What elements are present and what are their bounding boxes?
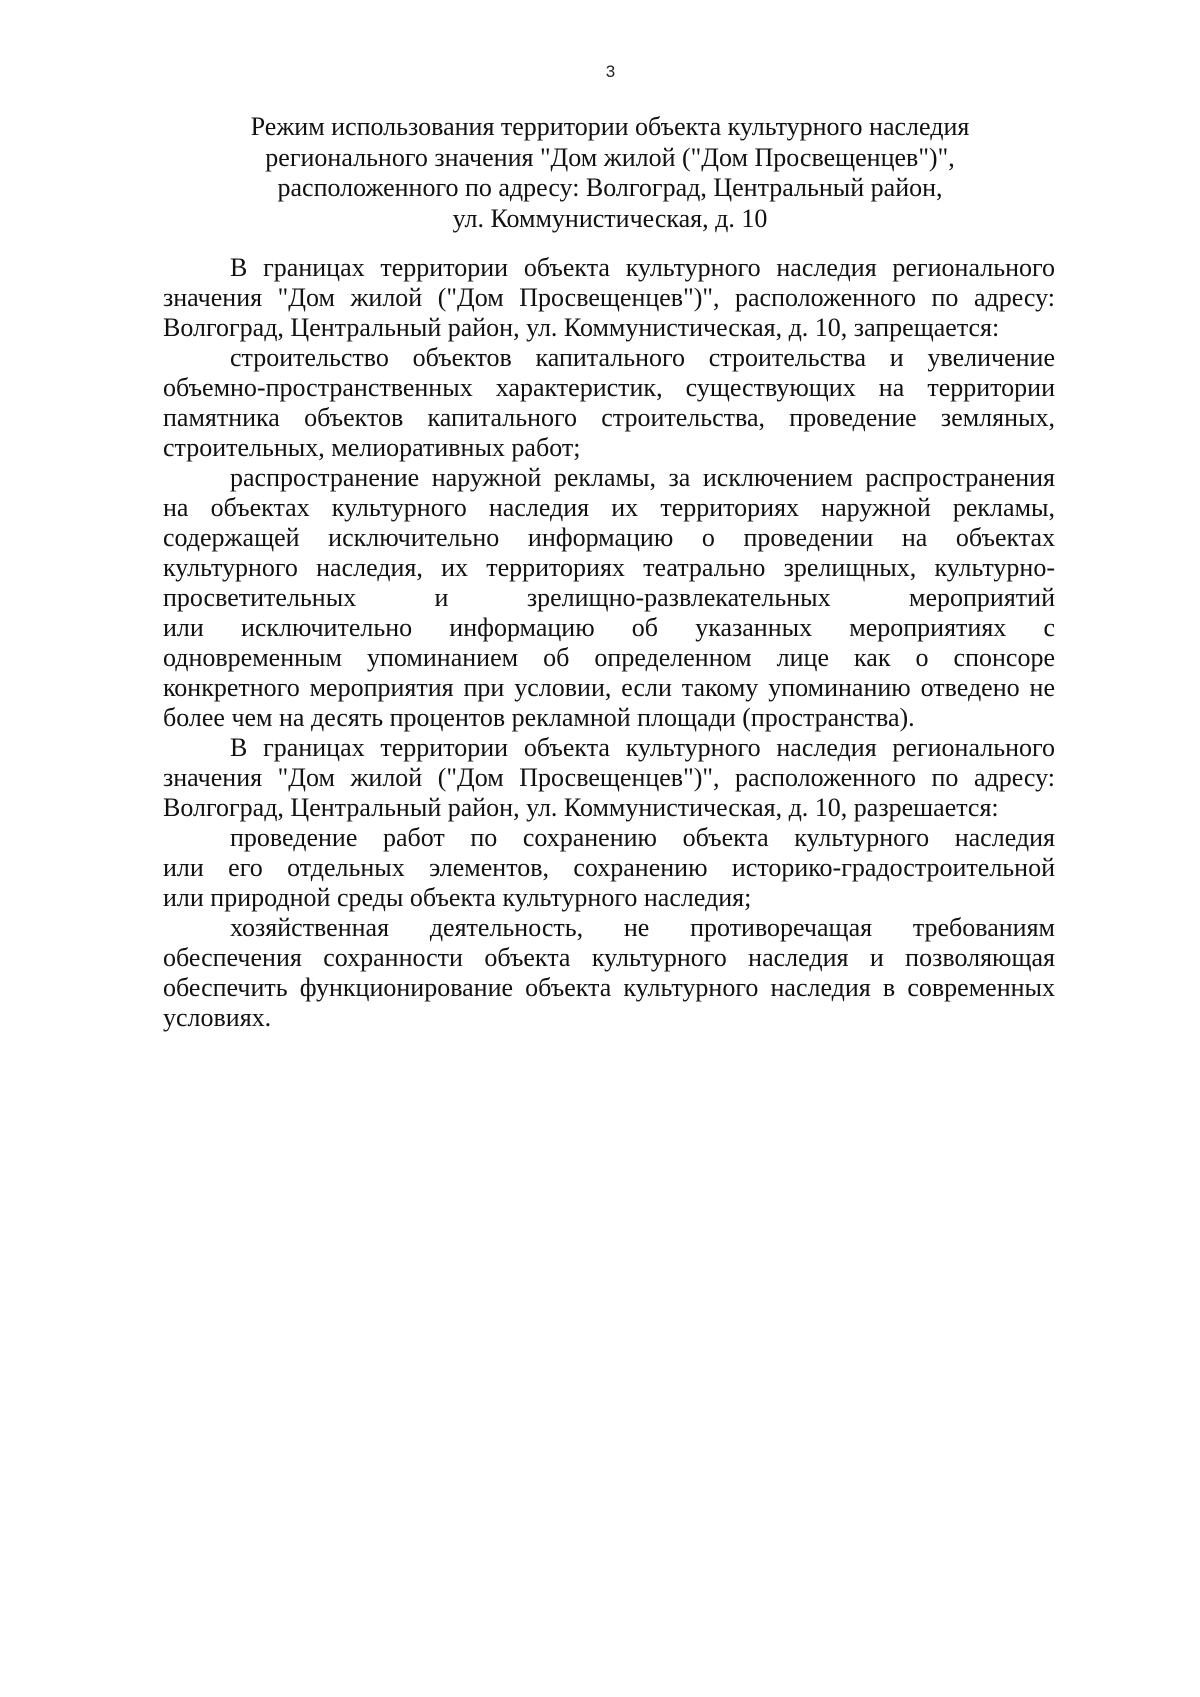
page-number: 3 — [605, 62, 616, 81]
text-line: Волгоград, Центральный район, ул. Коммунистическая, д. 10, запрещается: — [163, 313, 1000, 342]
document-body — [163, 253, 1055, 1033]
text-line: памятника объектов капитального строительства, проведение земляных, — [163, 403, 1055, 432]
paragraph-permitted-intro — [163, 733, 1055, 823]
title-line: расположенного по адресу: Волгоград, Центральный район, — [277, 173, 943, 203]
document-title — [180, 112, 1040, 234]
paragraph-advertising — [163, 463, 1055, 733]
text-line: значения "Дом жилой ("Дом Просвещенцев")", расположенного по адресу: — [163, 283, 1055, 312]
text-line: обеспечения сохранности объекта культурного наследия и позволяющая — [163, 943, 1055, 972]
text-line: содержащей исключительно информацию о проведении на объектах — [163, 523, 1055, 552]
text-line: распространение наружной рекламы, за исключением распространения — [230, 463, 1055, 492]
text-line: обеспечить функционирование объекта культурного наследия в современных — [163, 973, 1055, 1002]
text-line: В границах территории объекта культурного наследия регионального — [230, 253, 1055, 282]
text-line: на объектах культурного наследия их территориях наружной рекламы, — [163, 493, 1055, 522]
text-line: условиях. — [163, 1003, 272, 1032]
text-line: хозяйственная деятельность, не противоречащая требованиям — [230, 913, 1055, 942]
text-line: культурного наследия, их территориях театрально зрелищных, культурно- — [163, 553, 1055, 582]
text-line: конкретного мероприятия при условии, если такому упоминанию отведено не — [163, 673, 1055, 702]
text-line: Волгоград, Центральный район, ул. Коммунистическая, д. 10, разрешается: — [163, 793, 999, 822]
text-line: или его отдельных элементов, сохранению историко-градостроительной — [163, 853, 1055, 882]
paragraph-economic-activity — [163, 913, 1055, 1033]
title-line: Режим использования территории объекта культурного наследия — [250, 112, 970, 141]
text-line: строительство объектов капитального строительства и увеличение — [230, 343, 1055, 372]
text-line: значения "Дом жилой ("Дом Просвещенцев")", расположенного по адресу: — [163, 763, 1055, 792]
text-line: В границах территории объекта культурного наследия регионального — [230, 733, 1055, 762]
text-line: или природной среды объекта культурного наследия; — [163, 883, 752, 912]
text-line: проведение работ по сохранению объекта культурного наследия — [230, 823, 1055, 852]
title-line: регионального значения "Дом жилой ("Дом Просвещенцев")", — [265, 142, 955, 172]
text-line: объемно-пространственных характеристик, существующих на территории — [163, 373, 1055, 402]
paragraph-construction — [163, 343, 1055, 463]
text-line: или исключительно информацию об указанных мероприятиях с — [163, 613, 1055, 642]
paragraph-prohibited-intro — [163, 253, 1055, 343]
title-line: ул. Коммунистическая, д. 10 — [452, 203, 768, 233]
text-line: одновременным упоминанием об определенном лице как о спонсоре — [163, 643, 1055, 672]
paragraph-preservation — [163, 823, 1055, 913]
text-line: просветительных и зрелищно-развлекательных мероприятий — [163, 583, 1055, 612]
text-line: более чем на десять процентов рекламной площади (пространства). — [163, 703, 915, 732]
text-line: строительных, мелиоративных работ; — [163, 433, 581, 462]
